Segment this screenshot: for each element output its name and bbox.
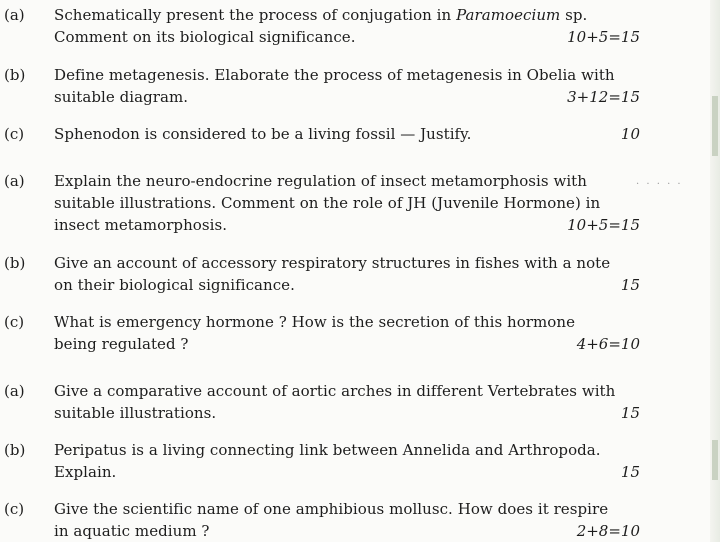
question-line: suitable illustrations. — [54, 404, 217, 422]
question-line: Sphenodon is considered to be a living fossil — Justify. — [54, 125, 472, 143]
question-line: What is emergency hormone ? How is the secretion of this hormone — [54, 313, 576, 331]
question-text — [54, 252, 644, 296]
question-label: (a) — [4, 172, 25, 190]
question-line: Define metagenesis. Elaborate the process of metagenesis in Obelia with — [54, 66, 615, 84]
question-marks: 15 — [620, 276, 640, 294]
question-label: (c) — [4, 313, 25, 331]
question-marks: 3+12=15 — [567, 88, 640, 106]
question-text — [54, 380, 644, 424]
question-line: on their biological significance. — [54, 276, 295, 294]
question-label: (b) — [4, 254, 26, 272]
question-label: (c) — [4, 125, 25, 143]
question-line: being regulated ? — [54, 335, 189, 353]
question-line: Explain the neuro-endocrine regulation of insect metamorphosis with — [54, 172, 587, 190]
question-marks: 15 — [620, 404, 640, 422]
question-line: Give a comparative account of aortic arches in different Vertebrates with — [54, 382, 616, 400]
question-line-text: Schematically present the process of conjugation in — [54, 6, 452, 24]
question-line — [54, 4, 644, 26]
question-label: (a) — [4, 382, 25, 400]
question-text — [54, 439, 644, 483]
question-marks: 4+6=10 — [576, 335, 640, 353]
question-line: Comment on its biological significance. — [54, 28, 356, 46]
question-line: Peripatus is a living connecting link between Annelida and Arthropoda. — [54, 441, 601, 459]
question-marks: 10+5=15 — [567, 216, 640, 234]
question-line: Give an account of accessory respiratory structures in fishes with a note — [54, 254, 611, 272]
question-marks: 15 — [620, 463, 640, 481]
question-text — [54, 4, 644, 48]
question-text — [54, 170, 644, 236]
question-text — [54, 311, 644, 355]
question-label: (c) — [4, 500, 25, 518]
question-marks: 2+8=10 — [576, 522, 640, 540]
question-marks: 10+5=15 — [567, 28, 640, 46]
question-label: (b) — [4, 66, 26, 84]
question-text — [54, 123, 644, 145]
page-edge-mark — [712, 96, 718, 156]
species-name: Paramoecium — [456, 6, 561, 24]
question-line: suitable illustrations. Comment on the role of JH (Juvenile Hormone) in — [54, 194, 601, 212]
question-label: (a) — [4, 6, 25, 24]
question-text — [54, 498, 644, 542]
question-line: in aquatic medium ? — [54, 522, 210, 540]
question-line: suitable diagram. — [54, 88, 189, 106]
question-marks: 10 — [620, 125, 640, 143]
species-suffix: sp. — [560, 6, 588, 24]
question-label: (b) — [4, 441, 26, 459]
question-line: Give the scientific name of one amphibious mollusc. How does it respire — [54, 500, 609, 518]
question-line: insect metamorphosis. — [54, 216, 228, 234]
question-line: Explain. — [54, 463, 117, 481]
margin-dots: . . . . . — [636, 176, 683, 187]
question-text — [54, 64, 644, 108]
page-edge-mark — [712, 440, 718, 480]
